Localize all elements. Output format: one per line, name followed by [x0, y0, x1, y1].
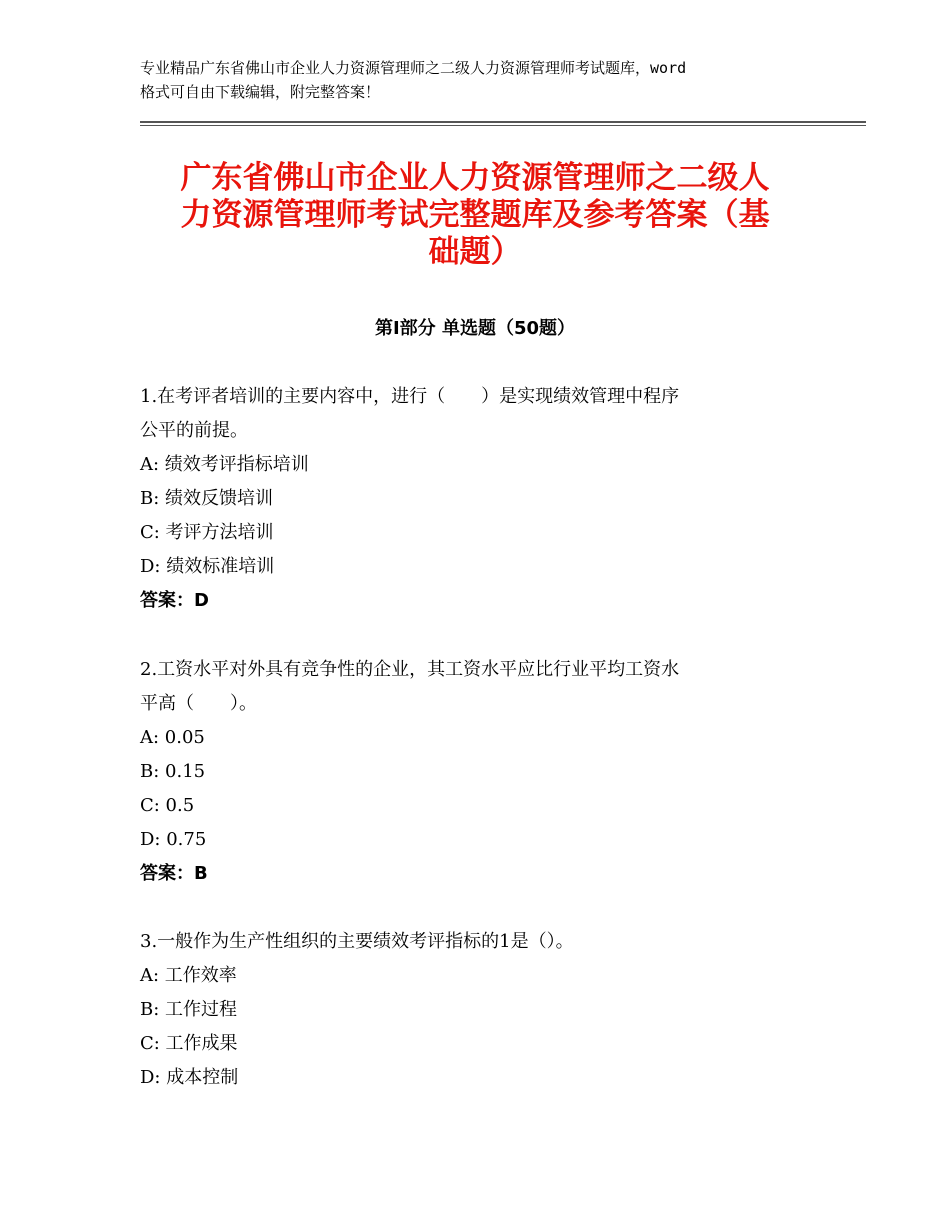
question-2: [140, 653, 820, 891]
question-2-option-a: A: 0.05: [140, 727, 205, 748]
question-3-option-d: D: 成本控制: [140, 1067, 239, 1088]
question-2-option-d: D: 0.75: [140, 829, 207, 850]
question-2-option-b: B: 0.15: [140, 761, 206, 782]
section-title: 第Ⅰ部分 单选题（50题）: [374, 318, 575, 339]
question-3: [140, 925, 820, 1095]
question-1-option-a: A: 绩效考评指标培训: [140, 454, 309, 475]
question-1-option-d: D: 绩效标准培训: [140, 556, 275, 577]
question-3-stem-line-1: 3.一般作为生产性组织的主要绩效考评指标的1是（）。: [140, 931, 574, 952]
question-1: [140, 380, 820, 618]
question-1-stem-line-2: 公平的前提。: [140, 420, 248, 441]
question-3-option-b: B: 工作过程: [140, 999, 238, 1020]
question-2-option-c: C: 0.5: [140, 795, 195, 816]
header-divider-thick: [140, 121, 866, 123]
document-title-line-3: 础题）: [428, 234, 522, 270]
header-note-line-2: 格式可自由下载编辑，附完整答案！: [140, 83, 381, 101]
question-2-stem-line-2: 平高（ ）。: [140, 693, 257, 714]
question-3-option-a: A: 工作效率: [140, 965, 237, 986]
document-title-line-2: 力资源管理师考试完整题库及参考答案（基: [180, 197, 770, 233]
question-2-stem-line-1: 2.工资水平对外具有竞争性的企业，其工资水平应比行业平均工资水: [140, 659, 680, 680]
question-1-stem-line-1: 1.在考评者培训的主要内容中，进行（ ）是实现绩效管理中程序: [140, 386, 680, 407]
document-title-line-1: 广东省佛山市企业人力资源管理师之二级人: [180, 160, 770, 196]
question-1-option-c: C: 考评方法培训: [140, 522, 274, 543]
question-1-option-b: B: 绩效反馈培训: [140, 488, 274, 509]
header-note: [140, 56, 840, 104]
header-note-line-1: 专业精品广东省佛山市企业人力资源管理师之二级人力资源管理师考试题库，word: [140, 59, 687, 77]
header-divider-thin: [140, 125, 866, 126]
question-3-option-c: C: 工作成果: [140, 1033, 238, 1054]
document-title: [140, 160, 810, 271]
question-1-answer: 答案：D: [140, 590, 209, 611]
question-2-answer: 答案：B: [140, 863, 208, 884]
